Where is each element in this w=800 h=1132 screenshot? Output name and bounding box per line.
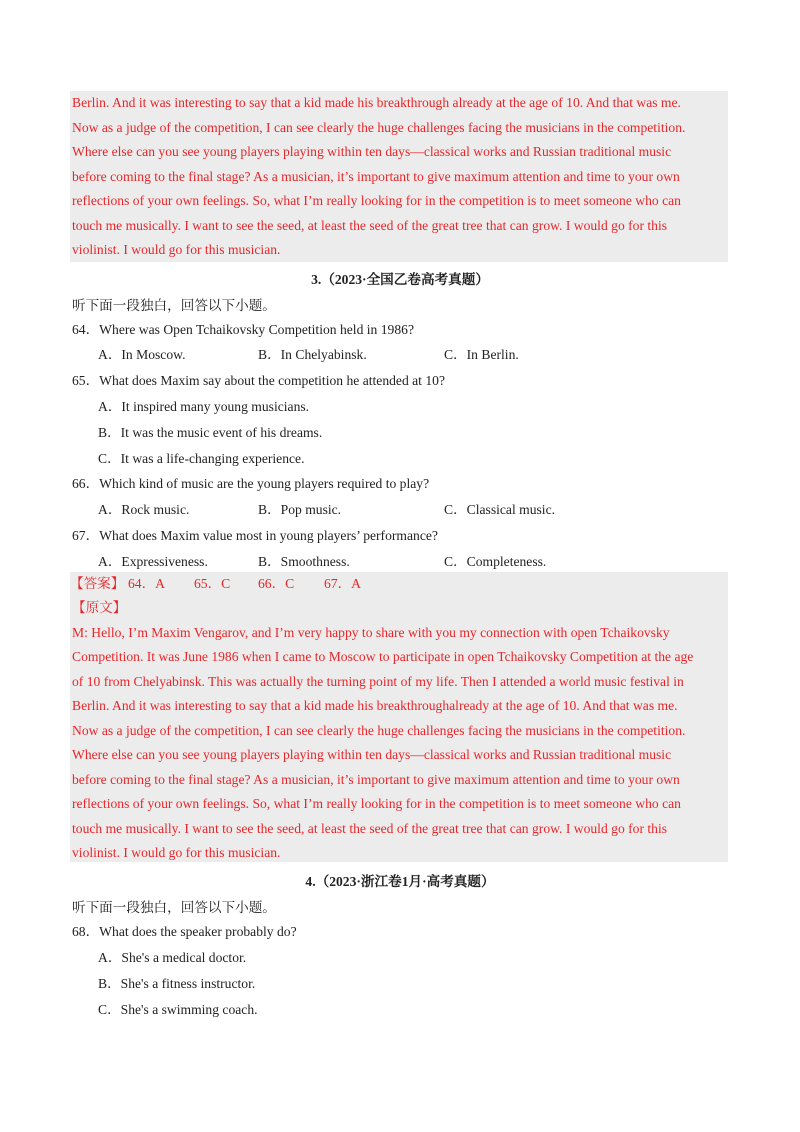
transcript-continuation: [70, 91, 728, 262]
answer-label: 【答案】: [70, 576, 125, 591]
question-stem: 66．Which kind of music are the young players required to play?: [72, 476, 430, 491]
transcript-line: before coming to the final stage? As a musician, it’s important to give maximum attention and time to your own: [72, 771, 680, 787]
answer-item: 64．A: [128, 576, 166, 591]
question-stem: 68．What does the speaker probably do?: [72, 924, 297, 939]
answer-item: 67．A: [324, 576, 362, 591]
answer-item: 65．C: [194, 576, 231, 591]
answer-option: A．She's a medical doctor.: [98, 950, 247, 965]
answer-option: C．She's a swimming coach.: [98, 1002, 258, 1017]
answer-option: A．Expressiveness.: [98, 554, 208, 569]
answer-option: B．Smoothness.: [258, 554, 350, 569]
transcript-line: violinist. I would go for this musician.: [72, 242, 281, 257]
section-heading: 3.（2023·全国乙卷高考真题）: [311, 272, 489, 287]
answer-option: B．She's a fitness instructor.: [98, 976, 256, 991]
transcript-line: Where else can you see young players playing within ten days—classical works and Russian traditional music: [72, 144, 672, 159]
transcript-line: reflections of your own feelings. So, what I’m really looking for in the competition is to meet someone who can: [72, 193, 681, 208]
transcript-line: Where else can you see young players playing within ten days—classical works and Russian traditional music: [72, 747, 672, 762]
answer-option: C．It was a life-changing experience.: [98, 451, 305, 466]
transcript-line: Competition. It was June 1986 when I came to Moscow to participate in open Tchaikovsky Competition at the age: [72, 649, 694, 664]
question-stem: 65．What does Maxim say about the competition he attended at 10?: [72, 373, 445, 388]
transcript-line: Berlin. And it was interesting to say that a kid made his breakthrough already at the age of 10. And that was me.: [72, 95, 681, 110]
answer-option: A．It inspired many young musicians.: [98, 399, 310, 414]
section-heading: 4.（2023·浙江卷1月·高考真题）: [305, 874, 495, 889]
transcript: [70, 596, 728, 862]
answer-option: C．Classical music.: [444, 502, 556, 517]
section-instruction: 听下面一段独白，回答以下小题。: [72, 298, 276, 313]
transcript-line: touch me musically. I want to see the seed, at least the seed of the great tree that can grow. I would go for this: [72, 820, 668, 836]
transcript-label: 【原文】: [72, 600, 127, 615]
answer-key: [70, 572, 728, 596]
answer-option: A．Rock music.: [98, 502, 190, 517]
transcript-line: violinist. I would go for this musician.: [72, 845, 281, 860]
transcript-line: Berlin. And it was interesting to say that a kid made his breakthroughalready at the age of 10. And that was me.: [72, 698, 678, 713]
answer-option: C．Completeness.: [444, 554, 547, 569]
answer-option: B．Pop music.: [258, 502, 342, 517]
answer-option: A．In Moscow.: [98, 347, 186, 362]
transcript-line: M: Hello, I’m Maxim Vengarov, and I’m very happy to share with you my connection with open Tchaikovsky: [72, 624, 670, 640]
transcript-line: touch me musically. I want to see the seed, at least the seed of the great tree that can grow. I would go for this: [72, 217, 668, 233]
answer-option: B．It was the music event of his dreams.: [98, 425, 323, 440]
answer-option: C．In Berlin.: [444, 347, 519, 362]
question-stem: 67．What does Maxim value most in young players’ performance?: [72, 528, 438, 543]
transcript-line: of 10 from Chelyabinsk. This was actually the turning point of my life. Then I attended a world music festival in: [72, 673, 684, 689]
transcript-line: before coming to the final stage? As a musician, it’s important to give maximum attention and time to your own: [72, 168, 680, 184]
question-stem: 64．Where was Open Tchaikovsky Competition held in 1986?: [72, 322, 414, 337]
answer-item: 66．C: [258, 576, 295, 591]
section-instruction: 听下面一段独白，回答以下小题。: [72, 900, 276, 915]
answer-option: B．In Chelyabinsk.: [258, 347, 367, 362]
transcript-line: reflections of your own feelings. So, what I’m really looking for in the competition is to meet someone who can: [72, 796, 681, 811]
transcript-line: Now as a judge of the competition, I can see clearly the huge challenges facing the musicians in the competition.: [72, 119, 686, 135]
transcript-line: Now as a judge of the competition, I can see clearly the huge challenges facing the musicians in the competition.: [72, 722, 686, 738]
